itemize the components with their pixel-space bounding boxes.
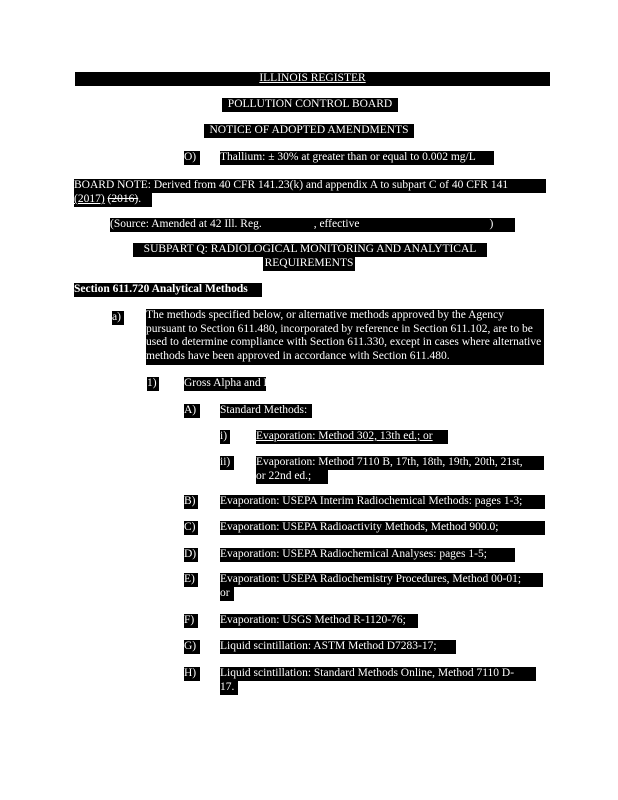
subpart-heading-line2: REQUIREMENTS: [264, 257, 354, 269]
notice-header: NOTICE OF ADOPTED AMENDMENTS: [204, 124, 414, 138]
item-g-marker: G): [184, 640, 200, 654]
item-a-text: Standard Methods:: [220, 404, 312, 418]
register-header: ILLINOIS REGISTER: [75, 72, 550, 86]
board-header: POLLUTION CONTROL BOARD: [222, 98, 398, 112]
board-note-line1: BOARD NOTE: Derived from 40 CFR 141.23(k) and appendix A to subpart C of 40 CFR 141: [74, 179, 546, 193]
item-e-line1: Evaporation: USEPA Radiochemistry Procedures, Method 00-01;: [220, 573, 543, 587]
item-c-marker: C): [184, 521, 198, 535]
board-note-line2: [74, 193, 152, 207]
item-ii-marker: ii): [220, 456, 234, 470]
item-o-text: Thallium: ± 30% at greater than or equal to 0.002 mg/L: [220, 151, 494, 165]
board-note-year-new: (2017): [74, 193, 105, 205]
item-o-marker: O): [184, 151, 200, 165]
item-g-text: Liquid scintillation: ASTM Method D7283-17;: [220, 640, 456, 654]
source-line: [110, 218, 515, 232]
item-1-marker: 1): [147, 377, 159, 391]
item-h-marker: H): [184, 667, 200, 681]
item-i-text: Evaporation: Method 302, 13th ed.; or: [256, 430, 448, 444]
item-c-text: Evaporation: USEPA Radioactivity Methods, Method 900.0;: [220, 521, 545, 535]
board-note-year-old: (2016): [107, 193, 139, 205]
source-prefix: (Source: Amended at 42 Ill. Reg.: [110, 218, 262, 230]
item-h-line2: 17.: [220, 681, 238, 695]
item-a-marker: A): [184, 404, 200, 418]
item-b-marker: B): [184, 495, 198, 509]
item-h-line1: Liquid scintillation: Standard Methods Online, Method 7110 D-: [220, 667, 536, 681]
subpart-heading-line1: SUBPART Q: RADIOLOGICAL MONITORING AND ANALYTICAL: [133, 243, 487, 257]
item-i-marker: i): [220, 430, 230, 444]
item-d-text: Evaporation: USEPA Radiochemical Analyses: pages 1-5;: [220, 548, 515, 562]
section-title: Section 611.720 Analytical Methods: [74, 283, 262, 297]
item-ii-line1: Evaporation: Method 7110 B, 17th, 18th, 19th, 20th, 21st,: [256, 456, 544, 470]
item-b-text: Evaporation: USEPA Interim Radiochemical Methods: pages 1-3;: [220, 495, 545, 509]
source-suffix: ): [489, 218, 494, 230]
source-middle: , effective: [313, 218, 360, 230]
item-e-line2: or: [220, 587, 234, 601]
item-f-text: Evaporation: USGS Method R-1120-76;: [220, 614, 418, 628]
board-note-period: .: [138, 193, 142, 205]
item-f-marker: F): [184, 614, 198, 628]
para-a-marker: a): [112, 311, 124, 325]
item-1-text: Gross Alpha and Beta:: [184, 377, 288, 389]
para-a-text: The methods specified below, or alternative methods approved by the Agency pursuant to Section 611.480, incorporated by reference in Section 611.102, are to be used to determine compliance with Section 611.330, except in cases where alternative methods have been approved in accordance with Section 611.480.: [146, 309, 544, 365]
item-e-marker: E): [184, 573, 198, 587]
item-d-marker: D): [184, 548, 197, 560]
item-ii-line2: or 22nd ed.;: [256, 470, 328, 484]
